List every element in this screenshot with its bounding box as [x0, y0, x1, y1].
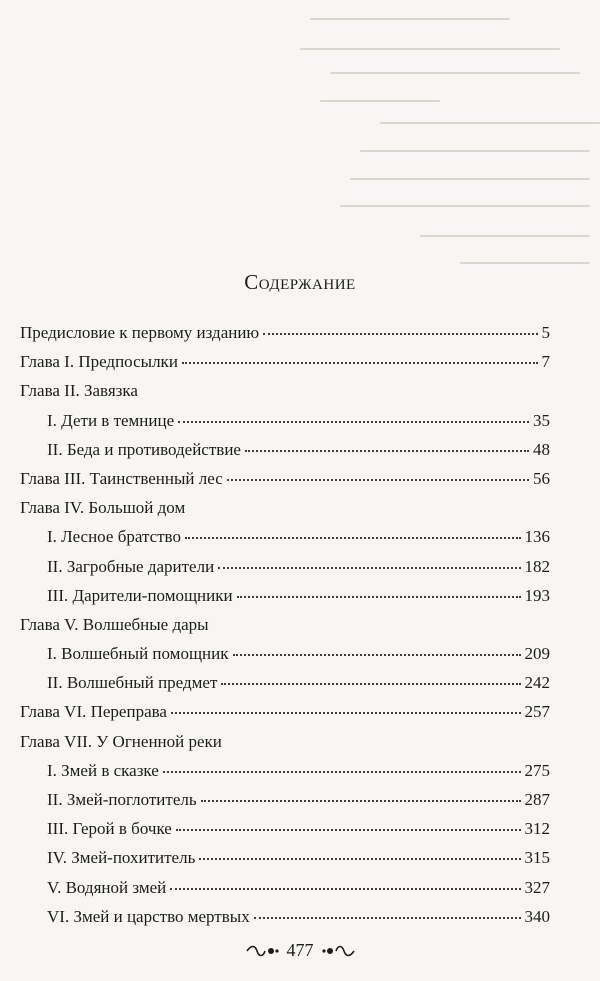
toc-leader-dots	[227, 479, 529, 481]
toc-entry-page: 312	[524, 819, 550, 839]
toc-entry	[20, 435, 550, 464]
toc-entry-page: 182	[524, 556, 550, 576]
toc-entry-label: Глава IV. Большой дом	[20, 498, 186, 518]
toc-entry-label: III. Герой в бочке	[47, 819, 172, 839]
toc-leader-dots	[185, 537, 521, 539]
toc-entry-page: 56	[533, 468, 550, 488]
toc-entry-page: 136	[524, 527, 550, 547]
toc-entry-label: Глава I. Предпосылки	[20, 352, 178, 372]
toc-entry-page: 48	[533, 439, 550, 459]
toc-entry-label: V. Водяной змей	[47, 877, 167, 897]
toc-entry-label: Глава V. Волшебные дары	[20, 614, 209, 634]
toc-leader-dots	[233, 654, 521, 656]
toc-leader-dots	[254, 917, 521, 919]
toc-entry-label: VI. Змей и царство мертвых	[47, 906, 250, 926]
toc-entry	[20, 873, 550, 902]
table-of-contents	[20, 318, 550, 931]
toc-entry	[20, 581, 550, 610]
toc-leader-dots	[199, 858, 520, 860]
toc-entry	[20, 697, 550, 726]
toc-entry-label: II. Беда и противодействие	[47, 439, 241, 459]
toc-entry-page: 242	[524, 673, 550, 693]
toc-entry	[20, 522, 550, 551]
toc-entry-label: Предисловие к первому изданию	[20, 323, 260, 342]
toc-entry-label: I. Змей в сказке	[47, 760, 159, 780]
toc-entry-page: 7	[541, 352, 550, 372]
toc-entry-page: 340	[524, 906, 550, 926]
toc-entry-page: 193	[524, 585, 550, 605]
toc-leader-dots	[163, 771, 521, 773]
toc-entry	[20, 668, 550, 697]
toc-entry-label: II. Загробные дарители	[47, 556, 215, 576]
toc-entry-page: 275	[524, 760, 550, 780]
toc-entry	[20, 727, 550, 756]
toc-entry-page: 35	[533, 410, 550, 430]
toc-leader-dots	[176, 829, 521, 831]
toc-leader-dots	[221, 683, 520, 685]
toc-entry	[20, 406, 550, 435]
toc-leader-dots	[178, 421, 529, 423]
toc-entry	[20, 552, 550, 581]
toc-entry-label: II. Змей-поглотитель	[47, 790, 197, 809]
toc-entry	[20, 756, 550, 785]
toc-leader-dots	[201, 800, 521, 802]
toc-entry-label: III. Дарители-помощники	[47, 585, 233, 605]
toc-entry	[20, 843, 550, 872]
toc-leader-dots	[170, 888, 520, 890]
toc-leader-dots	[245, 450, 529, 452]
toc-entry	[20, 814, 550, 843]
ornament-right-icon	[322, 944, 356, 958]
toc-entry-page: 5	[541, 323, 550, 342]
toc-entry-page: 327	[524, 877, 550, 897]
toc-entry-label: I. Лесное братство	[47, 527, 181, 547]
toc-leader-dots	[218, 567, 520, 569]
toc-entry-label: I. Волшебный помощник	[47, 644, 229, 664]
toc-entry-page: 257	[524, 702, 550, 722]
toc-entry-page: 315	[524, 848, 550, 868]
toc-entry-label: Глава VII. У Огненной реки	[20, 731, 222, 751]
toc-entry-label: Глава III. Таинственный лес	[20, 468, 223, 488]
page-footer	[0, 940, 600, 961]
toc-entry-label: I. Дети в темнице	[47, 410, 175, 430]
page-title: Содержание	[244, 270, 356, 294]
toc-entry-page: 209	[524, 644, 550, 664]
toc-entry-label: II. Волшебный предмет	[47, 673, 218, 693]
toc-entry	[20, 902, 550, 931]
toc-entry	[20, 318, 550, 347]
toc-entry	[20, 639, 550, 668]
toc-entry	[20, 347, 550, 376]
bleed-through-text	[0, 0, 600, 300]
toc-entry	[20, 785, 550, 814]
toc-entry	[20, 493, 550, 522]
toc-leader-dots	[182, 362, 538, 364]
toc-leader-dots	[263, 333, 537, 335]
toc-leader-dots	[171, 712, 521, 714]
toc-entry	[20, 464, 550, 493]
toc-entry	[20, 376, 550, 405]
toc-entry-label: Глава II. Завязка	[20, 381, 138, 401]
toc-entry-label: Глава VI. Переправа	[20, 702, 167, 722]
ornament-left-icon	[245, 944, 279, 958]
toc-entry	[20, 610, 550, 639]
toc-entry-page: 287	[524, 790, 550, 809]
toc-entry-label: IV. Змей-похититель	[47, 848, 196, 868]
page-number: 477	[286, 940, 314, 960]
toc-leader-dots	[237, 596, 521, 598]
